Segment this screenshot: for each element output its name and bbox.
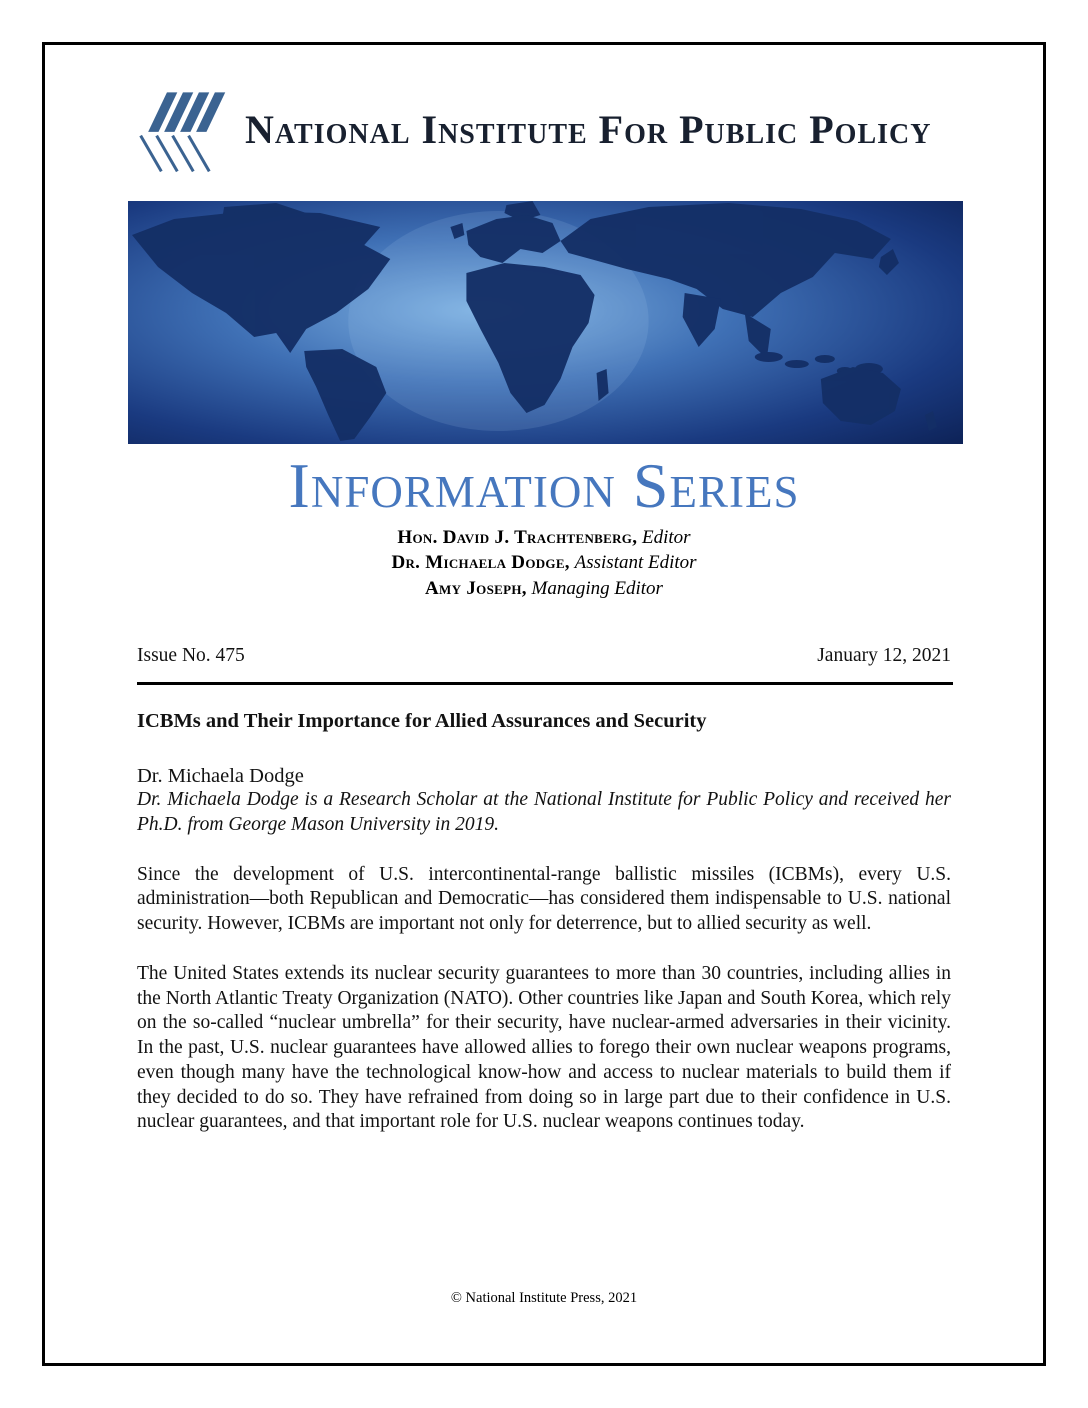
author-bio: Dr. Michaela Dodge is a Research Scholar at the National Institute for Public Policy and received her Ph.D. from George Mason University in 2019. — [137, 789, 951, 835]
author-name: Dr. Michaela Dodge — [137, 764, 304, 787]
editor-row — [45, 525, 1043, 550]
org-header — [135, 85, 955, 175]
org-name: National Institute For Public Policy — [245, 107, 932, 152]
series-title: Information Series — [288, 450, 800, 521]
issue-row — [137, 645, 951, 667]
issue-date: January 12, 2021 — [817, 644, 951, 666]
nipp-logo-icon — [135, 85, 229, 175]
copyright-footer: © National Institute Press, 2021 — [450, 1290, 638, 1306]
article-body — [137, 709, 951, 1135]
body-paragraph: The United States extends its nuclear security guarantees to more than 30 countries, including allies in the North Atlantic Treaty Organization (NATO). Other countries like Japan and South Korea, which rely on the so-called “nuclear umbrella” for their security, have nuclear-armed adversaries in their vicinity. In the past, U.S. nuclear guarantees have allowed allies to forego their own nuclear weapons programs, even though many have the technological know-how and access to nuclear materials to build them if they decided to do so. They have refrained from doing so in large part due to their confidence in U.S. nuclear guarantees, and that important role for U.S. nuclear weapons continues today. — [137, 962, 951, 1133]
editor-role: Assistant Editor — [574, 552, 697, 574]
page-frame — [42, 42, 1046, 1366]
editor-row — [45, 576, 1043, 601]
editor-row — [45, 550, 1043, 575]
editor-role: Managing Editor — [531, 577, 663, 599]
editors-list — [45, 525, 1043, 601]
editor-name: Amy Joseph, — [425, 577, 527, 599]
editor-role: Editor — [642, 527, 691, 549]
body-paragraph: Since the development of U.S. intercontinental-range ballistic missiles (ICBMs), every U.S. administration—both Republican and Democratic—has considered them indispensable to U.S. national security. However, ICBMs are important not only for deterrence, but to allied security as well. — [137, 863, 951, 935]
issue-number: Issue No. 475 — [137, 644, 245, 666]
editor-name: Hon. David J. Trachtenberg, — [397, 527, 638, 549]
world-map-banner — [128, 201, 963, 444]
divider-rule — [137, 682, 953, 685]
article-title: ICBMs and Their Importance for Allied Assurances and Security — [137, 709, 707, 732]
editor-name: Dr. Michaela Dodge, — [391, 552, 570, 574]
